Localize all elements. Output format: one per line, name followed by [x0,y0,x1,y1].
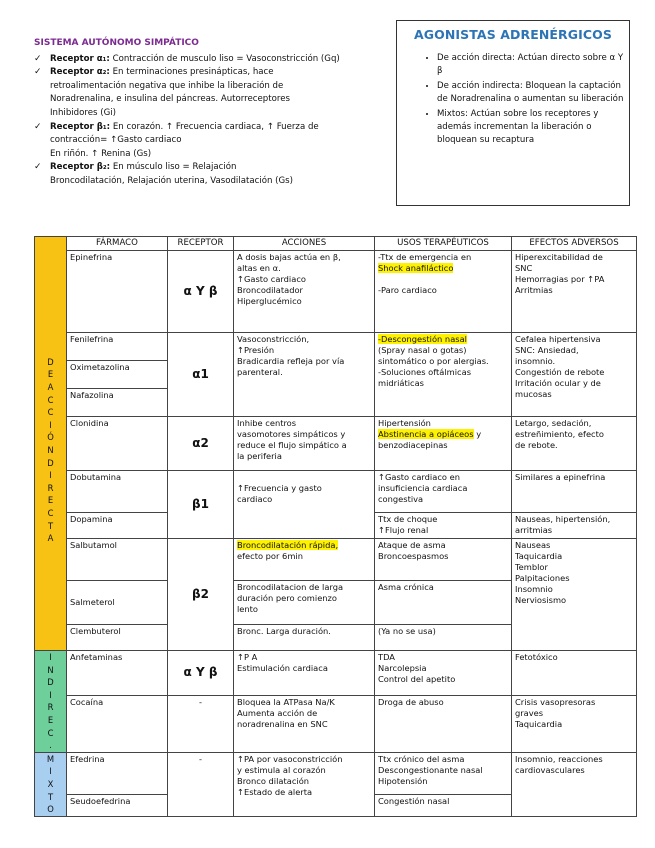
adverse-line: Taquicardia [515,718,563,729]
agonists-list [397,52,629,148]
action-line: ↑Estado de alerta [237,786,313,797]
adverse-line: Irritación ocular y de [515,378,601,388]
drug-name: Anfetaminas [67,651,168,696]
action-line: efecto por 6min [237,551,303,561]
adverse-line: Crisis vasopresoras [515,696,596,707]
use-line: -Ttx de emergencia en [378,252,472,262]
receptor-text-cont: contracción= ↑Gasto cardiaco [50,135,182,146]
drug-name: Nafazolina [67,389,168,417]
receptor-text-cont: Inhibidores (Gi) [50,107,116,118]
receptor-b1 [34,121,389,162]
adverse-line: Insomnio, reacciones [515,753,603,764]
drug-name: Clembuterol [67,625,168,651]
check-icon: ✓ [34,121,42,132]
header-receptor: RECEPTOR [168,237,234,251]
action-line: Inhibe centros [237,418,297,428]
drug-name: Oximetazolina [67,361,168,389]
adverse-line: SNC: Ansiedad, [515,345,579,355]
use-line: Ttx crónico del asma [378,753,465,764]
adverse-line: arritmias [515,525,553,535]
receptor-cell: α2 [168,417,234,471]
use-line: ↑Flujo renal [378,525,429,535]
adverse-line: Cefalea hipertensiva [515,334,601,344]
actions-cell [234,695,375,752]
adverse-cell [512,752,637,816]
drug-name: Dobutamina [67,471,168,513]
action-line: Broncodilatador [237,285,303,295]
side-text: I N D I R E C. [47,652,54,751]
action-line: altas en α. [237,263,281,273]
uses-cell [375,417,512,471]
action-line: ↑Gasto cardiaco [237,274,306,284]
receptor-text: En terminaciones presinápticas, hace [109,67,274,78]
header-usos: USOS TERAPÉUTICOS [375,237,512,251]
adverse-cell [512,471,637,513]
side-label-mixed [35,752,67,816]
uses-cell [375,625,512,651]
drug-name: Cocaína [67,695,168,752]
action-line: ↑P A [237,652,258,662]
receptor-b2 [34,161,389,188]
use-line: Hipertensión [378,418,431,428]
receptor-label: Receptor α₂: [50,67,110,78]
side-label-indirect [35,651,67,753]
receptor-text-cont: Broncodilatación, Relajación uterina, Vasodilatación (Gs) [50,175,294,186]
adverse-cell [512,651,637,696]
action-line: reduce el flujo simpático a [237,440,347,450]
use-line: Droga de abuso [378,696,444,707]
use-line: Narcolepsia [378,663,427,673]
adverse-line: Hemorragias por ↑PA [515,274,605,284]
use-line: Congestión nasal [378,795,450,806]
action-line: lento [237,604,258,614]
actions-cell [234,251,375,333]
header-acciones: ACCIONES [234,237,375,251]
actions-cell [234,417,375,471]
adverse-line: Nerviosismo [515,595,567,605]
use-line: midriáticas [378,378,424,388]
adverse-line: estreñimiento, efecto [515,429,604,439]
action-line: noradrenalina en SNC [237,718,328,729]
actions-cell [234,333,375,417]
receptor-label: Receptor β₁: [50,121,111,132]
adverse-cell [512,251,637,333]
drug-name: Fenilefrina [67,333,168,361]
action-line: Bronc. Larga duración. [237,626,331,636]
adverse-line: Hiperexcitabilidad de [515,252,603,262]
adverse-line: Taquicardia [515,551,563,561]
action-highlight: Broncodilatación rápida, [237,540,339,550]
check-icon: ✓ [34,162,42,173]
uses-cell [375,513,512,539]
use-line: TDA [378,652,395,662]
action-line: y estimula al corazón [237,764,326,775]
use-line: benzodiacepinas [378,440,448,450]
use-line: Hipotensión [378,775,428,786]
drug-name: Epinefrina [67,251,168,333]
use-line: (Ya no se usa) [378,626,436,636]
action-line: Aumenta acción de [237,707,318,718]
use-line: Descongestionante nasal [378,764,483,775]
use-line: Asma crónica [378,582,434,592]
action-line: Estimulación cardiaca [237,663,328,673]
use-line: sintomático o por alergias. [378,356,489,366]
receptor-a1 [34,53,389,67]
use-line: ↑Gasto cardiaco en [378,472,460,482]
receptor-cell: α Y β [168,651,234,696]
sympathetic-title: SISTEMA AUTÓNOMO SIMPÁTICO [34,38,199,48]
receptor-text: En corazón. ↑ Frecuencia cardiaca, ↑ Fuerza de [110,121,319,132]
drug-name: Salmeterol [67,581,168,625]
actions-cell [234,625,375,651]
adverse-cell [512,539,637,651]
action-line: ↑Frecuencia y gasto [237,483,322,493]
header-corner [35,237,67,251]
table-row [35,251,637,333]
adverse-cell [512,513,637,539]
use-line: Broncoespasmos [378,551,449,561]
action-line: la periferia [237,451,282,461]
action-line: Vasoconstricción, [237,334,310,344]
use-line: -Soluciones oftálmicas [378,367,472,377]
use-highlight: -Descongestión nasal [378,334,467,344]
use-line: Ataque de asma [378,540,446,550]
action-line: cardiaco [237,494,273,504]
adverse-cell [512,333,637,417]
agonists-title: AGONISTAS ADRENÉRGICOS [413,27,612,42]
table-row [35,333,637,361]
action-line: Bronco dilatación [237,775,310,786]
header-efectos: EFECTOS ADVERSOS [512,237,637,251]
actions-cell [234,651,375,696]
sympathetic-section [34,37,389,189]
use-line: congestiva [378,494,424,504]
uses-cell [375,651,512,696]
header-farmaco: FÁRMACO [67,237,168,251]
adverse-line: Palpitaciones [515,573,570,583]
adverse-line: Arritmias [515,285,553,295]
adverse-cell [512,417,637,471]
actions-cell [234,752,375,816]
action-line: parenteral. [237,367,283,377]
drug-name: Salbutamol [67,539,168,581]
use-highlight: Abstinencia a opiáceos [378,429,474,439]
table-row [35,471,637,513]
receptor-text-cont: En riñón. ↑ Renina (Gs) [50,148,152,159]
use-line: Control del apetito [378,674,456,684]
side-label-direct [35,251,67,651]
adverse-line: de rebote. [515,440,558,450]
adverse-line: Insomnio [515,584,553,594]
receptor-cell: α1 [168,333,234,417]
receptor-text-cont: Noradrenalina, e insulina del páncreas. Autorreceptores [50,94,290,105]
receptor-cell: α Y β [168,251,234,333]
adverse-line: insomnio. [515,356,556,366]
uses-cell [375,794,512,816]
drug-name: Efedrina [67,752,168,794]
uses-cell [375,471,512,513]
receptor-cell: β2 [168,539,234,651]
action-line: Broncodilatacion de larga [237,582,344,592]
actions-cell [234,581,375,625]
table-row [35,651,637,696]
receptor-cell: - [168,752,234,816]
drug-table [34,236,637,817]
action-line: duración pero comienzo [237,593,337,603]
receptor-list [34,53,389,189]
action-line: ↑Presión [237,345,275,355]
adverse-line: Letargo, sedación, [515,418,592,428]
actions-cell [234,471,375,539]
agonist-indirect: • De acción indirecta: Bloquean la captación de Noradrenalina o aumentan su liberación [437,80,629,107]
drug-name: Clonidina [67,417,168,471]
receptor-a2 [34,66,389,120]
table-row [35,417,637,471]
agonist-direct: • De acción directa: Actúan directo sobre α Y β [437,52,629,79]
action-line: vasomotores simpáticos y [237,429,346,439]
uses-cell [375,251,512,333]
receptor-label: Receptor β₂: [50,162,111,173]
adverse-line: mucosas [515,389,552,399]
action-line: Bradicardia refleja por vía [237,356,345,366]
adverse-line: graves [515,707,544,718]
use-line: insuficiencia cardiaca [378,483,468,493]
receptor-text: En músculo liso = Relajación [110,162,237,173]
table-row [35,752,637,794]
action-line: Hiperglucémico [237,296,302,306]
table-row [35,695,637,752]
check-icon: ✓ [34,53,42,64]
adverse-line: cardiovasculares [515,764,585,775]
receptor-cell: β1 [168,471,234,539]
uses-cell [375,539,512,581]
adverse-line: Nauseas, hipertensión, [515,514,611,524]
adverse-line: Similares a epinefrina [515,472,606,482]
table-header-row [35,237,637,251]
agonists-box [396,20,630,206]
adverse-line: Nauseas [515,540,551,550]
action-line: Bloquea la ATPasa Na/K [237,696,335,707]
receptor-text: Contracción de musculo liso = Vasoconstricción (Gq) [109,53,340,64]
action-line: A dosis bajas actúa en β, [237,252,341,262]
agonist-mixed: • Mixtos: Actúan sobre los receptores y además incrementan la liberación o bloquean su recaptura [437,108,629,148]
receptor-label: Receptor α₁: [50,53,110,64]
receptor-cell: - [168,695,234,752]
use-line: (Spray nasal o gotas) [378,345,467,355]
use-highlight: Shock anafiláctico [378,263,454,273]
adverse-cell [512,695,637,752]
uses-cell [375,695,512,752]
side-text: D E A C C I Ó N D I R E C T A [47,356,54,544]
adverse-line: SNC [515,263,533,273]
drug-name: Dopamina [67,513,168,539]
use-line: y [473,429,482,439]
adverse-line: Congestión de rebote [515,367,605,377]
receptor-text-cont: retroalimentación negativa que inhibe la liberación de [50,80,284,91]
uses-cell [375,333,512,417]
use-line: Ttx de choque [378,514,438,524]
drug-name: Seudoefedrina [67,794,168,816]
use-line: -Paro cardiaco [378,285,437,295]
action-line: ↑PA por vasoconstricción [237,753,343,764]
uses-cell [375,752,512,794]
uses-cell [375,581,512,625]
adverse-line: Temblor [515,562,548,572]
side-text: M I X T O [46,753,55,815]
table-row [35,539,637,581]
adverse-line: Fetotóxico [515,652,558,662]
check-icon: ✓ [34,67,42,78]
actions-cell [234,539,375,581]
